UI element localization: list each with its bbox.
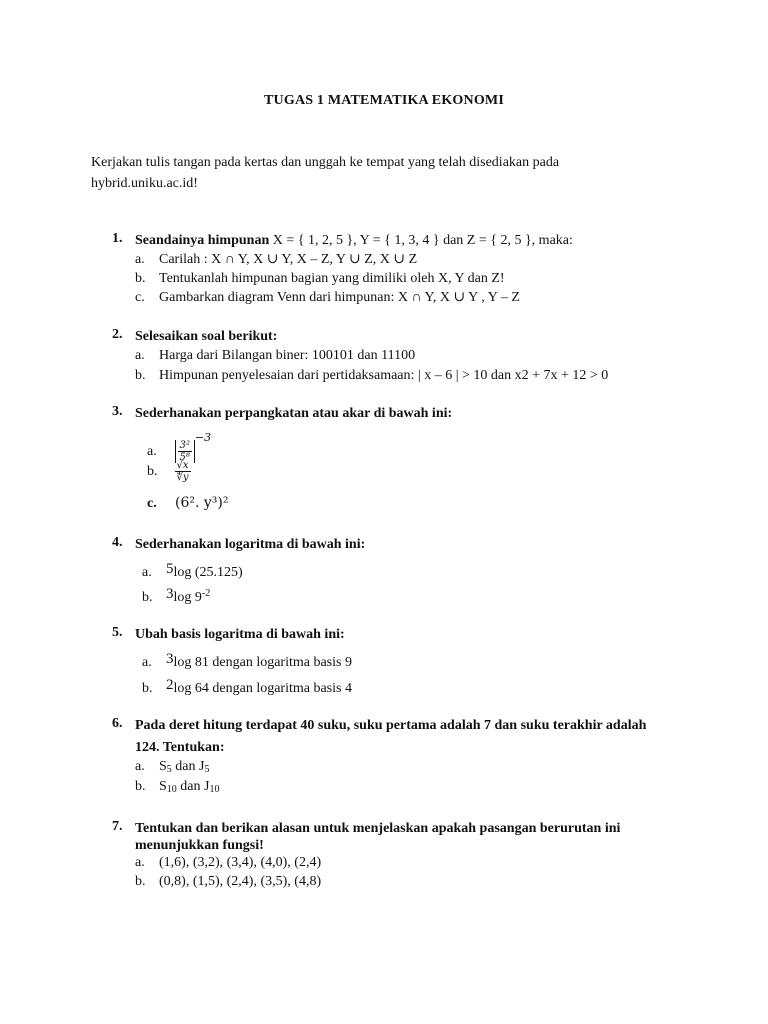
item-text: log 9 [173, 590, 202, 605]
q7-item-a [135, 853, 321, 872]
question-number: 7. [112, 819, 123, 834]
fraction-numerator: √x [176, 460, 189, 471]
log-base: 3 [166, 651, 174, 667]
item-label: a. [135, 252, 145, 267]
item-text: log 81 dengan logaritma basis 9 [173, 655, 352, 670]
item-label: b. [135, 368, 146, 383]
question-number: 2. [112, 327, 123, 342]
item-text: Gambarkan diagram Venn dari himpunan: X ∩ Y, X ∪ Y , Y – Z [159, 290, 520, 305]
fraction [175, 460, 191, 483]
item-label: a. [135, 348, 145, 363]
question-heading-line-1: Pada deret hitung terdapat 40 suku, suku pertama adalah 7 dan suku terakhir adalah [135, 718, 647, 733]
log-base: 5 [166, 561, 174, 577]
q1-item-b [135, 269, 505, 288]
q6-item-a [135, 757, 209, 779]
item-text: (0,8), (1,5), (2,4), (3,5), (4,8) [159, 874, 322, 889]
log-base: 3 [166, 586, 174, 602]
item-text: log (25.125) [173, 565, 243, 580]
item-text: (6². y³)² [175, 495, 229, 511]
q4-item-a [142, 560, 243, 582]
q1-item-c [135, 288, 520, 307]
document-title: TUGAS 1 MATEMATIKA EKONOMI [264, 93, 504, 108]
question-number: 6. [112, 716, 123, 731]
question-heading: Sederhanakan perpangkatan atau akar di bawah ini: [135, 406, 453, 421]
fraction-denominator: 5⁸ [179, 452, 190, 464]
item-label: b. [147, 463, 158, 479]
item-label: a. [135, 855, 145, 870]
item-label: b. [135, 779, 146, 794]
q1-item-a [135, 250, 417, 269]
item-text: log 64 dengan logaritma basis 4 [173, 681, 352, 696]
heading-rest: X = { 1, 2, 5 }, Y = { 1, 3, 4 } dan Z = { 2, 5 }, maka: [269, 233, 573, 248]
subscript: 5 [204, 764, 210, 775]
question-number: 5. [112, 625, 123, 640]
question-number: 4. [112, 535, 123, 550]
intro-paragraph: Kerjakan tulis tangan pada kertas dan unggah ke tempat yang telah disediakan pada hybrid.uniku.ac.id! [91, 155, 560, 191]
item-label: b. [142, 590, 153, 605]
q5-item-b [142, 676, 352, 698]
subscript: 5 [166, 764, 172, 775]
q2-item-b [135, 366, 608, 385]
question-heading [135, 231, 573, 250]
item-text: (1,6), (3,2), (3,4), (4,0), (2,4) [159, 855, 322, 870]
item-label: a. [142, 655, 152, 670]
subscript: 10 [166, 784, 177, 795]
item-text: dan J [176, 779, 210, 794]
item-label: b. [135, 271, 146, 286]
question-number: 1. [112, 231, 123, 246]
q7-item-b [135, 872, 321, 891]
question-heading-line-1: Tentukan dan berikan alasan untuk menjelaskan apakah pasangan berurutan ini [135, 821, 621, 836]
fraction-numerator: 3² [179, 440, 190, 452]
q2-item-a [135, 346, 415, 365]
question-heading: Sederhanakan logaritma di bawah ini: [135, 537, 366, 552]
item-label: a. [135, 759, 145, 774]
item-text: Harga dari Bilangan biner: 100101 dan 11100 [159, 348, 416, 363]
item-label: b. [135, 874, 146, 889]
item-label: c. [135, 290, 145, 305]
item-text: Carilah : X ∩ Y, X ∪ Y, X – Z, Y ∪ Z, X ∪ Z [159, 252, 418, 267]
heading-bold: Seandainya himpunan [135, 233, 270, 248]
question-heading: Ubah basis logaritma di bawah ini: [135, 627, 345, 642]
question-heading-line-2: 124. Tentukan: [135, 740, 225, 755]
item-label: a. [142, 565, 152, 580]
item-label: a. [147, 444, 157, 459]
question-number: 3. [112, 404, 123, 419]
q3-item-b [147, 460, 191, 483]
item-text: dan J [171, 759, 205, 774]
subscript: 10 [209, 784, 220, 795]
exponent: -2 [201, 588, 211, 599]
question-heading: Selesaikan soal berikut: [135, 329, 278, 344]
q5-item-a [142, 650, 352, 672]
symbol-s: S [159, 759, 167, 774]
exponent: −3 [194, 431, 212, 444]
item-text: Himpunan penyelesaian dari pertidaksamaan: | x – 6 | > 10 dan x2 + 7x + 12 > 0 [159, 368, 609, 383]
q3-item-c [147, 494, 228, 513]
symbol-s: S [159, 779, 167, 794]
item-label: b. [142, 681, 153, 696]
item-text: Tentukanlah himpunan bagian yang dimiliki oleh X, Y dan Z! [159, 271, 505, 286]
log-base: 2 [166, 677, 174, 693]
question-heading-line-2: menunjukkan fungsi! [135, 838, 264, 853]
item-label: c. [147, 496, 157, 511]
q4-item-b [142, 584, 210, 607]
q3-item-a [147, 428, 211, 463]
q6-item-b [135, 777, 219, 799]
fraction-denominator: ∜y [176, 472, 189, 483]
